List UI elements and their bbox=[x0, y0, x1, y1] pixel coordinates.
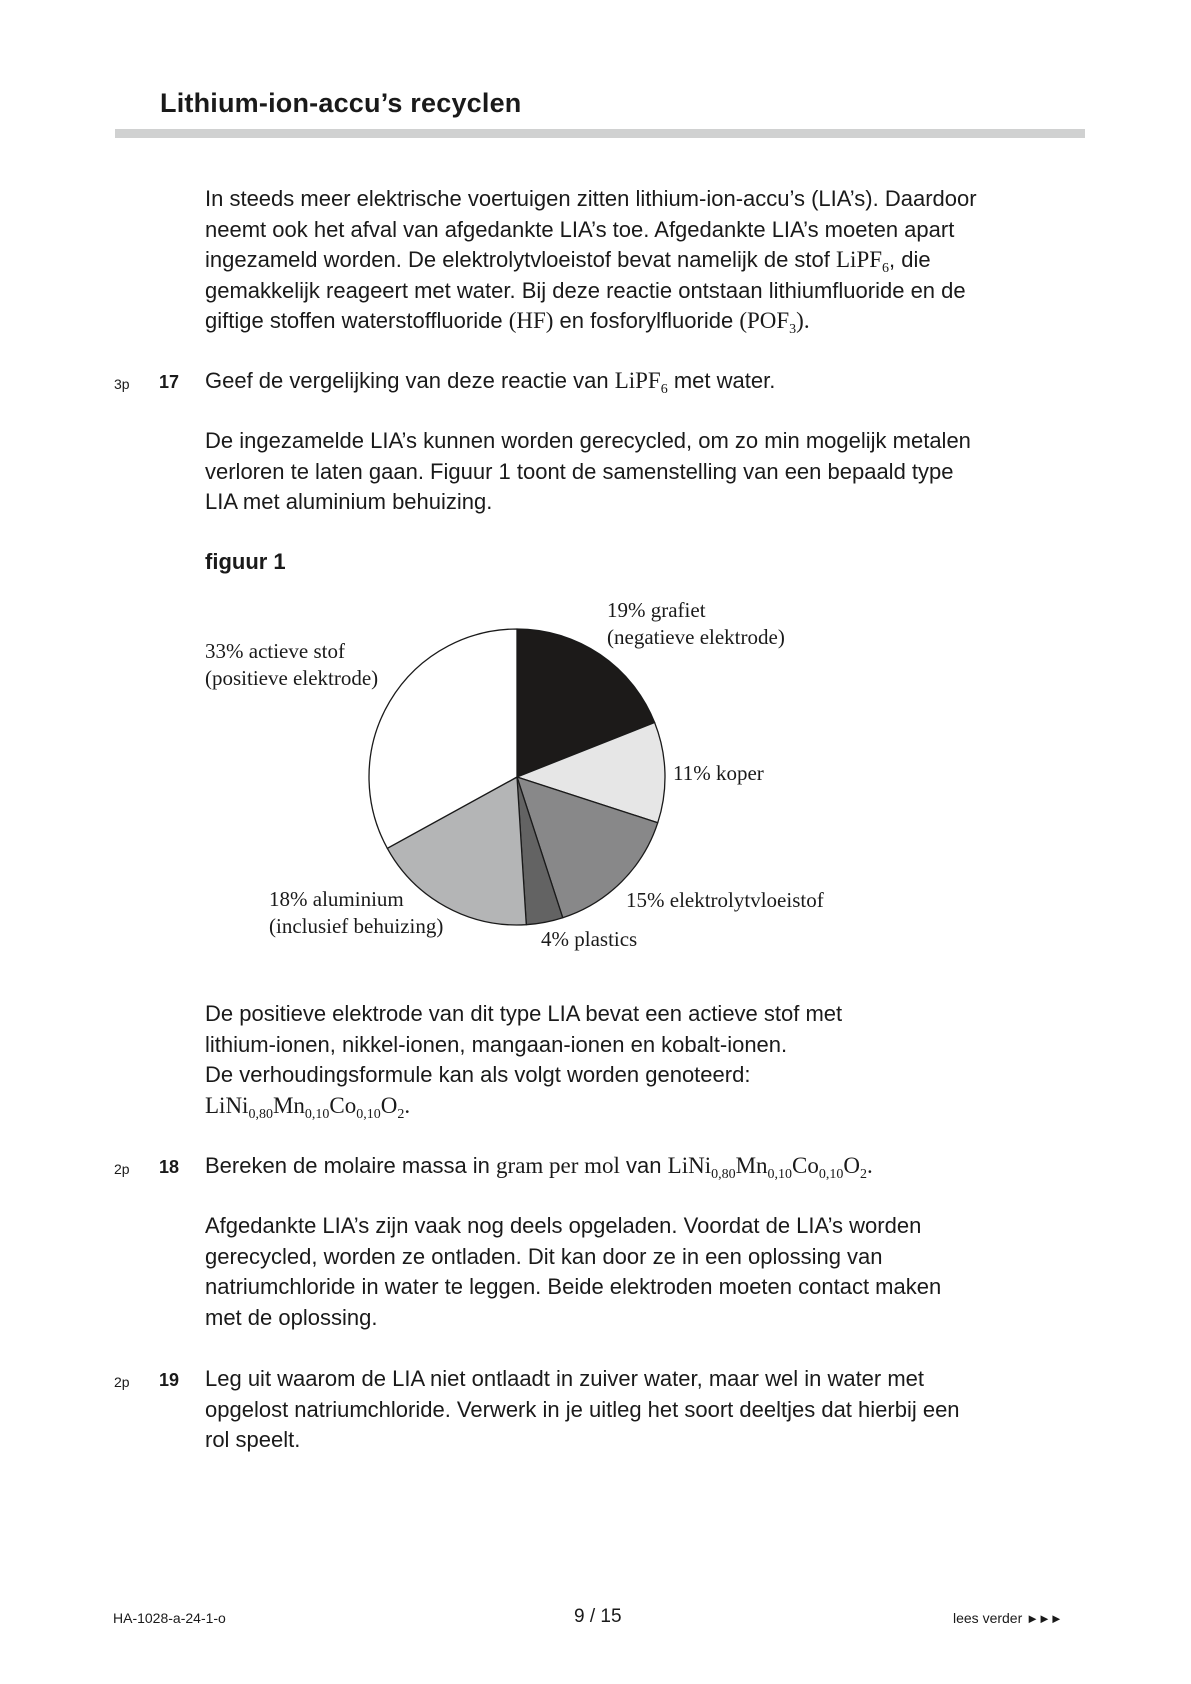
formula-text: LiNi bbox=[667, 1153, 712, 1178]
text-segment: , die bbox=[889, 247, 931, 272]
pie-label-grafiet bbox=[607, 598, 785, 649]
formula-text: O bbox=[380, 1092, 398, 1118]
text-line: De positieve elektrode van dit type LIA bevat een actieve stof met bbox=[205, 1001, 843, 1026]
text-line: gerecycled, worden ze ontladen. Dit kan door ze in een oplossing van bbox=[205, 1243, 883, 1269]
footer-page-number: 9 / 15 bbox=[574, 1606, 622, 1627]
figure-label: figuur 1 bbox=[205, 549, 286, 574]
unit-text: gram per mol bbox=[496, 1153, 620, 1178]
pie-label-line: 11% koper bbox=[673, 761, 764, 785]
text-line: opgelost natriumchloride. Verwerk in je uitleg het soort deeltjes dat hierbij een bbox=[205, 1396, 960, 1422]
text-line: rol speelt. bbox=[205, 1427, 301, 1452]
question-18-number: 18 bbox=[159, 1157, 180, 1177]
formula-subscript: 0,80 bbox=[248, 1106, 273, 1122]
text-line: Afgedankte LIA’s zijn vaak nog deels opgeladen. Voordat de LIA’s worden bbox=[205, 1213, 922, 1238]
page-title: Lithium-ion-accu’s recyclen bbox=[160, 88, 522, 118]
question-17-points: 3p bbox=[114, 376, 130, 392]
text-line: LIA met aluminium behuizing. bbox=[205, 489, 493, 514]
pie-label-line: (positieve elektrode) bbox=[205, 666, 379, 690]
text-line: Leg uit waarom de LIA niet ontlaadt in zuiver water, maar wel in water met bbox=[205, 1366, 925, 1391]
context-paragraph-discharge bbox=[205, 1211, 1105, 1333]
formula-subscript: 0,10 bbox=[818, 1167, 844, 1182]
pie-label-elektrolytvloeistof bbox=[626, 888, 824, 912]
formula-subscript: 2 bbox=[860, 1167, 868, 1182]
pie-label-line: 18% aluminium bbox=[269, 887, 404, 911]
formula-lini-mn-co-o2 bbox=[667, 1153, 873, 1182]
pie-slices bbox=[369, 629, 665, 925]
text-line: verloren te laten gaan. Figuur 1 toont de samenstelling van een bepaald type bbox=[205, 458, 954, 484]
formula-subscript: 6 bbox=[882, 261, 890, 276]
formula-subscript: 0,10 bbox=[767, 1167, 793, 1182]
formula-text: Mn bbox=[272, 1092, 305, 1118]
text-segment: giftige stoffen waterstoffluoride bbox=[205, 308, 509, 333]
formula-text: LiNi bbox=[205, 1092, 249, 1118]
formula-subscript: 0,10 bbox=[304, 1106, 330, 1122]
text-line: met de oplossing. bbox=[205, 1304, 378, 1330]
pie-label-aluminium bbox=[269, 887, 443, 938]
pie-label-line: (negatieve elektrode) bbox=[607, 625, 785, 649]
question-19-points: 2p bbox=[114, 1374, 130, 1390]
formula-text: Co bbox=[329, 1092, 357, 1118]
formula-text: LiPF bbox=[614, 368, 661, 393]
formula-text: O bbox=[843, 1153, 861, 1178]
formula-text: . bbox=[404, 1092, 411, 1118]
text-segment: Geef de vergelijking van deze reactie van bbox=[205, 368, 615, 393]
question-18-text bbox=[205, 1151, 1105, 1182]
formula-text: LiPF bbox=[836, 247, 883, 272]
text-line: De verhoudingsformule kan als volgt worden genoteerd: bbox=[205, 1062, 751, 1087]
context-paragraph-electrode bbox=[205, 999, 1105, 1121]
formula-text: Mn bbox=[735, 1153, 768, 1178]
question-18-points: 2p bbox=[114, 1161, 130, 1177]
pie-label-line: 15% elektrolytvloeistof bbox=[626, 888, 824, 912]
text-segment: Bereken de molaire massa in bbox=[205, 1153, 497, 1178]
read-on-label: lees verder bbox=[953, 1610, 1023, 1626]
pie-label-koper bbox=[673, 761, 764, 785]
formula-text: . bbox=[867, 1153, 873, 1178]
text-line bbox=[205, 1151, 1105, 1182]
question-19-number: 19 bbox=[159, 1370, 180, 1390]
pie-label-line: 33% actieve stof bbox=[205, 639, 345, 663]
pie-label-line: 4% plastics bbox=[541, 927, 638, 951]
pie-label-plastics bbox=[541, 927, 637, 951]
formula-subscript: 0,10 bbox=[356, 1106, 381, 1122]
text-segment: van bbox=[619, 1153, 668, 1178]
text-segment: ingezameld worden. De elektrolytvloeistof bevat namelijk de stof bbox=[205, 247, 836, 272]
text-line: De ingezamelde LIA’s kunnen worden gerecycled, om zo min mogelijk metalen bbox=[205, 428, 971, 453]
formula-subscript: 3 bbox=[789, 322, 797, 337]
formula-subscript: 6 bbox=[660, 382, 668, 397]
formula-text: Co bbox=[792, 1153, 819, 1178]
formula-hf: (HF) bbox=[508, 308, 554, 333]
text-line: lithium-ionen, nikkel-ionen, mangaan-ionen en kobalt-ionen. bbox=[205, 1031, 788, 1057]
text-segment: en fosforylfluoride bbox=[553, 308, 740, 333]
pie-label-line: (inclusief behuizing) bbox=[269, 914, 444, 938]
question-19-text bbox=[205, 1364, 1105, 1456]
text-line: In steeds meer elektrische voertuigen zitten lithium-ion-accu’s (LIA’s). Daardoor bbox=[205, 186, 977, 211]
text-line: natriumchloride in water te leggen. Beide elektroden moeten contact maken bbox=[205, 1274, 942, 1299]
formula-subscript: 0,80 bbox=[711, 1167, 736, 1182]
formula-text: ). bbox=[796, 308, 810, 333]
text-segment: met water. bbox=[667, 368, 776, 393]
text-line: neemt ook het afval van afgedankte LIA’s toe. Afgedankte LIA’s moeten apart bbox=[205, 216, 955, 242]
footer-read-on bbox=[953, 1610, 1062, 1626]
question-17-number: 17 bbox=[159, 372, 180, 392]
formula-lini-mn-co-o2 bbox=[205, 1091, 1105, 1122]
text-line: gemakkelijk reageert met water. Bij deze reactie ontstaan lithiumfluoride en de bbox=[205, 277, 966, 303]
pie-label-line: 19% grafiet bbox=[607, 598, 706, 622]
footer-exam-code: HA-1028-a-24-1-o bbox=[113, 1610, 226, 1626]
triple-arrow-right-icon: ►►► bbox=[1026, 1611, 1062, 1626]
pie-label-actieve-stof bbox=[205, 639, 378, 690]
formula-text: (POF bbox=[739, 308, 790, 333]
formula-subscript: 2 bbox=[397, 1106, 405, 1122]
